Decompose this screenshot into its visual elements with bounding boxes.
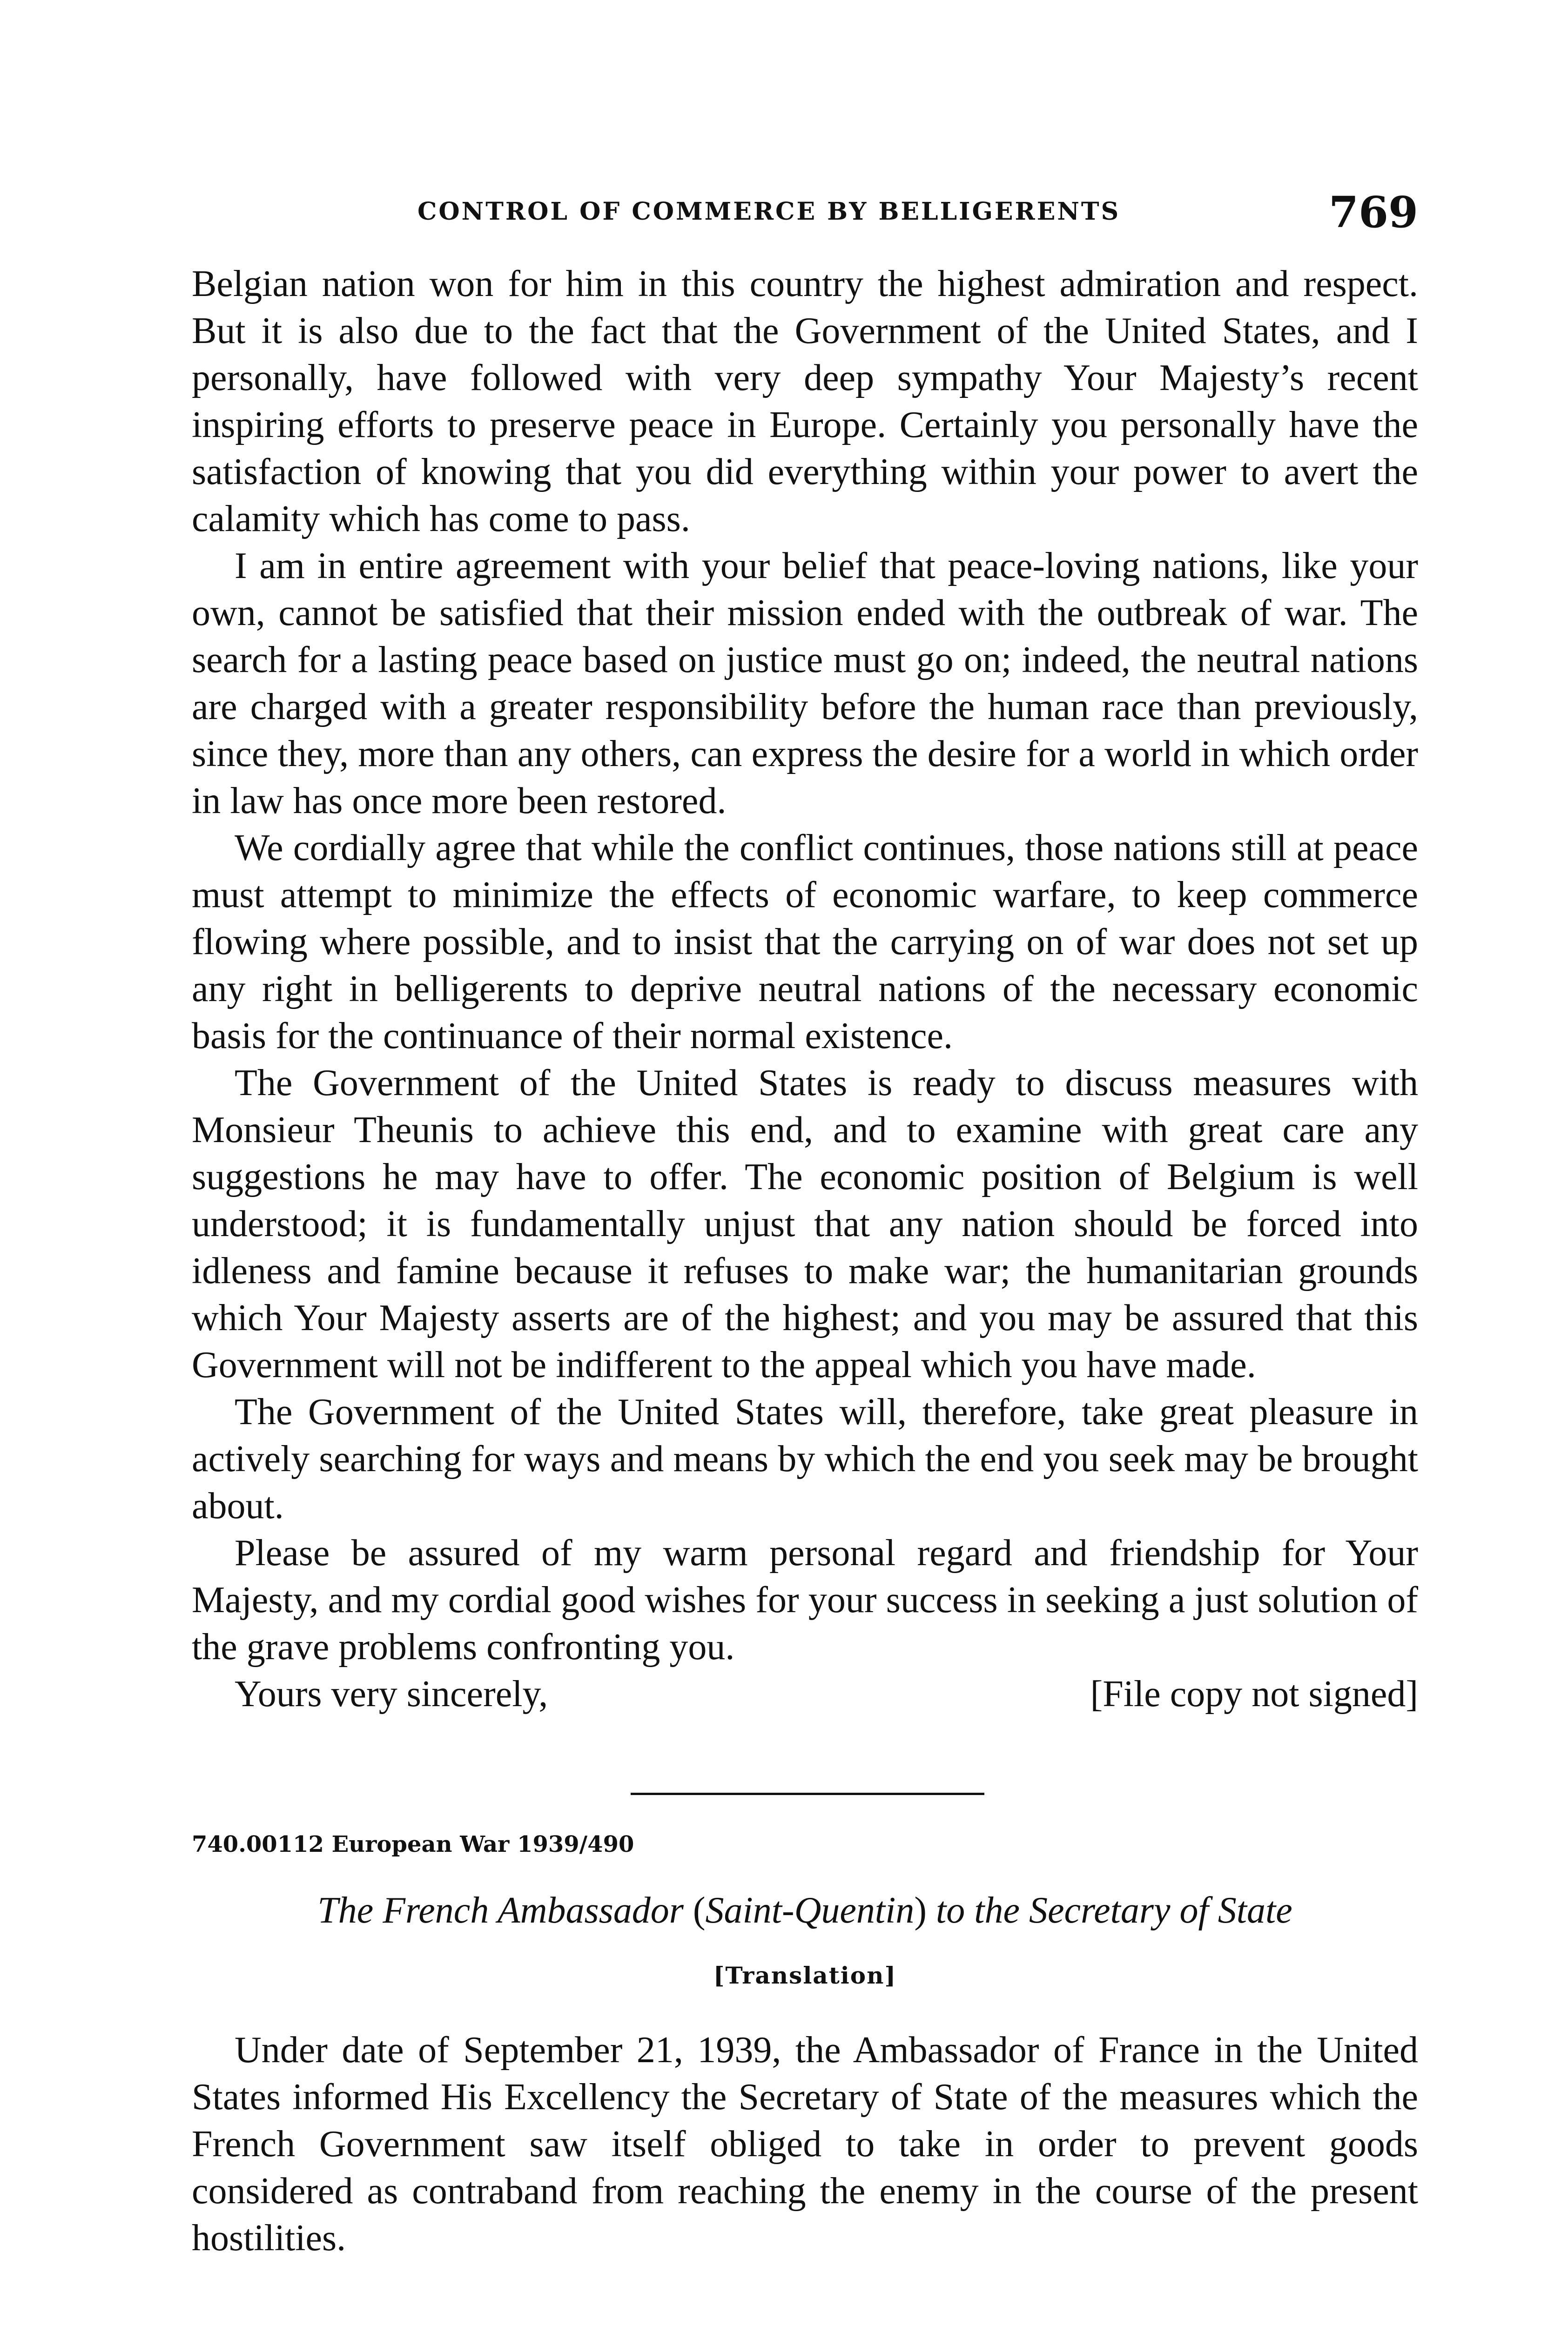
running-head: CONTROL OF COMMERCE BY BELLIGERENTS: [417, 197, 1121, 226]
title-paren-open: (: [693, 1890, 706, 1931]
ambassador-name: Saint-Quentin: [705, 1890, 915, 1931]
letter-paragraph: Please be assured of my warm personal regard and friendship for Your Majesty, and my cordial good wishes for your success in seeking a just solution of the grave problems confronting you.: [192, 1533, 1418, 1668]
page-number: 769: [1328, 187, 1418, 237]
letter-body: [192, 261, 1418, 1718]
signature-note: [File copy not signed]: [1090, 1674, 1418, 1715]
letter-closing: Yours very sincerely,: [235, 1674, 548, 1715]
letter-paragraph: The Government of the United States will, therefore, take great pleasure in actively searching for ways and means by which the end you seek may be brought about.: [192, 1392, 1418, 1527]
document-body: [192, 2027, 1418, 2262]
document-paragraph: Under date of September 21, 1939, the Ambassador of France in the United States informed His Excellency the Secretary of State of the measures which the French Government saw itself obliged to take in order to prevent goods considered as contraband from reaching the enemy in the course of the present hostilities.: [192, 2030, 1418, 2259]
letter-paragraph: The Government of the United States is ready to discuss measures with Monsieur Theunis to achieve this end, and to examine with great care any suggestions he may have to offer. The economic position of Belgium is well understood; it is fundamentally unjust that any nation should be forced into idleness and famine because it refuses to make war; the humanitarian grounds which Your Majesty asserts are of the highest; and you may be assured that this Government will not be indifferent to the appeal which you have made.: [192, 1063, 1418, 1385]
document-title: [192, 1890, 1418, 1932]
file-number: 740.00112 European War 1939/490: [192, 1831, 634, 1857]
title-part2: to the Secretary of State: [936, 1890, 1292, 1931]
letter-paragraph: Belgian nation won for him in this country the highest admiration and respect. But it is also due to the fact that the Government of the United States, and I personally, have followed with very deep sympathy Your Majesty’s recent inspiring efforts to preserve peace in Europe. Certainly you personally have the satisfaction of knowing that you did everything within your power to avert the calamity which has come to pass.: [192, 263, 1418, 539]
translation-note: [Translation]: [713, 1962, 897, 1989]
letter-closing-line: [192, 1671, 1418, 1718]
letter-paragraph: I am in entire agreement with your belief that peace-loving nations, like your own, cannot be satisfied that their mission ended with the outbreak of war. The search for a lasting peace based on justice must go on; indeed, the neutral nations are charged with a greater responsibility before the human race than previously, since they, more than any others, can express the desire for a world in which order in law has once more been restored.: [192, 545, 1418, 821]
section-divider: [631, 1793, 984, 1795]
title-part1: The French Ambassador: [317, 1890, 684, 1931]
letter-paragraph: We cordially agree that while the conflict continues, those nations still at peace must attempt to minimize the effects of economic warfare, to keep commerce flowing where possible, and to insist that the carrying on of war does not set up any right in belligerents to deprive neutral nations of the necessary economic basis for the continuance of their normal existence.: [192, 827, 1418, 1056]
page-header: [192, 187, 1418, 238]
title-paren-close: ): [914, 1890, 927, 1931]
